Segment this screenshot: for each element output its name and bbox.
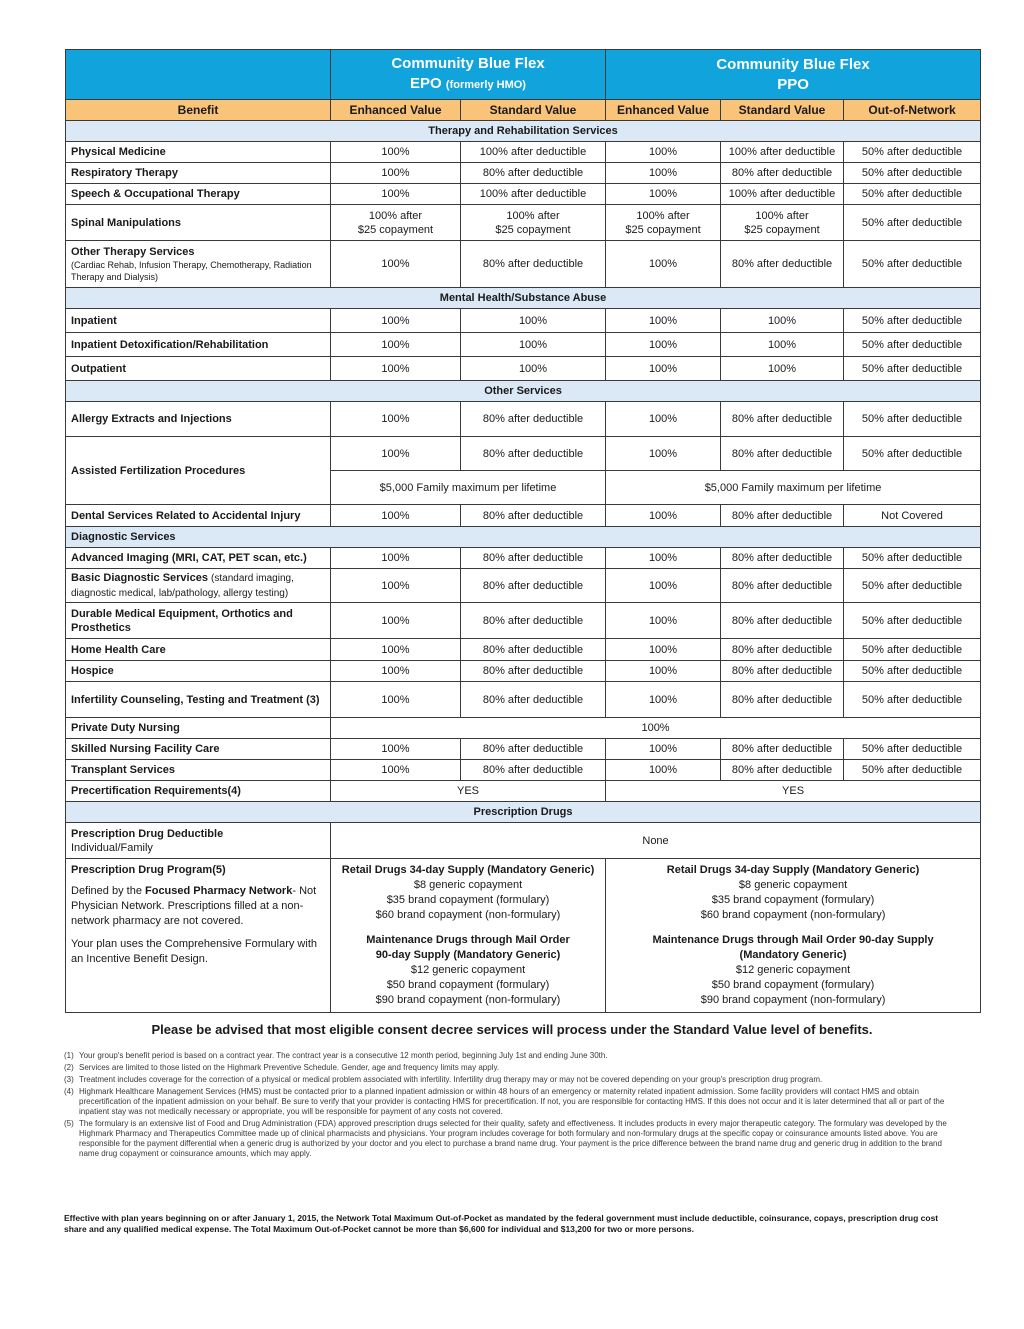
table-row bbox=[66, 760, 981, 781]
table-cell: 100% bbox=[606, 437, 721, 471]
row-label bbox=[66, 823, 331, 859]
table-cell: 80% after deductible bbox=[721, 548, 844, 569]
table-cell: 100% bbox=[606, 739, 721, 760]
table-cell: 100% after deductible bbox=[721, 142, 844, 163]
table-cell: 100% after deductible bbox=[461, 142, 606, 163]
epo-plan-type: EPO bbox=[410, 75, 442, 92]
table-cell: 100% bbox=[721, 333, 844, 357]
table-cell: 50% after deductible bbox=[844, 357, 981, 381]
table-cell: 80% after deductible bbox=[461, 603, 606, 639]
footnote-number: (2) bbox=[64, 1063, 74, 1072]
col-header-out-of-network: Out-of-Network bbox=[844, 100, 981, 121]
table-cell: 80% after deductible bbox=[461, 661, 606, 682]
maintenance-heading-2: (Mandatory Generic) bbox=[739, 949, 847, 961]
row-label: Assisted Fertilization Procedures bbox=[66, 437, 331, 505]
table-row bbox=[66, 718, 981, 739]
table-cell: 100% bbox=[331, 402, 461, 437]
table-cell: 50% after deductible bbox=[844, 402, 981, 437]
table-cell: 80% after deductible bbox=[721, 402, 844, 437]
table-cell: YES bbox=[606, 781, 981, 802]
row-label-main: Other Therapy Services bbox=[71, 246, 195, 258]
rx-network-post: - Not Physician Network. Prescriptions filled at a non-network pharmacy are not covered. bbox=[71, 885, 317, 927]
footnote bbox=[64, 1087, 954, 1117]
footnote-number: (3) bbox=[64, 1075, 74, 1084]
table-cell: 100% bbox=[606, 333, 721, 357]
ppo-plan-name: Community Blue Flex bbox=[716, 55, 870, 73]
table-cell: 100% bbox=[721, 357, 844, 381]
row-label: Skilled Nursing Facility Care bbox=[66, 739, 331, 760]
rx-formulary-note: Your plan uses the Comprehensive Formulary with an Incentive Benefit Design. bbox=[71, 938, 317, 965]
table-row bbox=[66, 184, 981, 205]
table-cell: 100% bbox=[331, 682, 461, 718]
table-cell: 50% after deductible bbox=[844, 309, 981, 333]
row-label: Precertification Requirements(4) bbox=[66, 781, 331, 802]
ppo-rx-details bbox=[606, 859, 981, 1013]
footnote bbox=[64, 1119, 954, 1159]
table-cell: 50% after deductible bbox=[844, 739, 981, 760]
table-cell: 100% bbox=[461, 357, 606, 381]
row-label-sub: Individual/Family bbox=[71, 841, 153, 854]
cell-line: $25 copayment bbox=[357, 223, 434, 236]
footnote-number: (4) bbox=[64, 1087, 74, 1096]
table-cell: 100% bbox=[331, 661, 461, 682]
ppo-plan-header bbox=[606, 50, 981, 100]
table-row bbox=[66, 781, 981, 802]
table-cell: 80% after deductible bbox=[721, 163, 844, 184]
cell-line: 100% after bbox=[636, 209, 690, 222]
retail-generic: $8 generic copayment bbox=[738, 879, 848, 891]
table-cell: Not Covered bbox=[844, 505, 981, 527]
epo-plan-note: (formerly HMO) bbox=[445, 79, 526, 91]
table-cell: 80% after deductible bbox=[721, 241, 844, 288]
table-row bbox=[66, 163, 981, 184]
col-header-epo-enhanced: Enhanced Value bbox=[331, 100, 461, 121]
rx-program-title: Prescription Drug Program(5) bbox=[71, 864, 226, 876]
plan-header-row bbox=[66, 50, 981, 100]
section-other-services: Other Services bbox=[66, 381, 981, 402]
table-cell: 50% after deductible bbox=[844, 437, 981, 471]
table-cell: 80% after deductible bbox=[721, 639, 844, 661]
table-cell: 50% after deductible bbox=[844, 205, 981, 241]
table-cell: 80% after deductible bbox=[721, 437, 844, 471]
table-cell: 100% bbox=[331, 548, 461, 569]
table-cell: 100% bbox=[331, 718, 981, 739]
footnote-number: (5) bbox=[64, 1119, 74, 1128]
table-cell: 80% after deductible bbox=[721, 661, 844, 682]
footnote-text: Services are limited to those listed on the Highmark Preventive Schedule. Gender, age and frequency limits may apply. bbox=[79, 1063, 500, 1072]
maintenance-nonformulary: $90 brand copayment (non-formulary) bbox=[375, 994, 561, 1006]
table-cell: 100% bbox=[331, 309, 461, 333]
table-cell: 100% bbox=[606, 241, 721, 288]
table-cell: 80% after deductible bbox=[461, 402, 606, 437]
retail-brand: $35 brand copayment (formulary) bbox=[711, 894, 875, 906]
footnote-text: Treatment includes coverage for the correction of a physical or medical problem associated with infertility. Infertility drug therapy may or may not be covered depending on your group's prescription drug program. bbox=[79, 1075, 823, 1084]
rx-program-description bbox=[66, 859, 331, 1013]
table-cell: 100% bbox=[461, 333, 606, 357]
table-cell: 80% after deductible bbox=[461, 437, 606, 471]
table-cell: 100% bbox=[331, 437, 461, 471]
table-cell: 80% after deductible bbox=[721, 505, 844, 527]
maintenance-heading-1: Maintenance Drugs through Mail Order bbox=[366, 934, 570, 946]
row-label: Dental Services Related to Accidental Injury bbox=[66, 505, 331, 527]
row-label: Advanced Imaging (MRI, CAT, PET scan, etc.) bbox=[66, 548, 331, 569]
table-cell: 100% bbox=[606, 682, 721, 718]
row-label: Inpatient bbox=[66, 309, 331, 333]
cell-line: $25 copayment bbox=[625, 223, 701, 236]
table-cell: 80% after deductible bbox=[461, 505, 606, 527]
table-cell: $5,000 Family maximum per lifetime bbox=[331, 471, 606, 505]
maintenance-brand: $50 brand copayment (formulary) bbox=[711, 979, 875, 991]
row-label: Durable Medical Equipment, Orthotics and Prosthetics bbox=[66, 603, 331, 639]
row-label-main: Prescription Drug Deductible bbox=[71, 827, 224, 840]
row-label: Hospice bbox=[66, 661, 331, 682]
retail-heading: Retail Drugs 34-day Supply (Mandatory Generic) bbox=[341, 864, 595, 876]
table-cell: 80% after deductible bbox=[461, 639, 606, 661]
table-row bbox=[66, 661, 981, 682]
footnote bbox=[64, 1063, 954, 1073]
col-header-benefit: Benefit bbox=[66, 100, 331, 121]
maintenance-generic: $12 generic copayment bbox=[735, 964, 851, 976]
table-row bbox=[66, 309, 981, 333]
table-cell: 100% bbox=[606, 505, 721, 527]
footnote-text: Your group's benefit period is based on a contract year. The contract year is a consecutive 12 month period, beginning July 1st and ending June 30th. bbox=[79, 1051, 608, 1060]
table-cell: 100% bbox=[606, 357, 721, 381]
ppo-plan-type: PPO bbox=[777, 75, 809, 93]
col-header-ppo-enhanced: Enhanced Value bbox=[606, 100, 721, 121]
table-cell: 50% after deductible bbox=[844, 142, 981, 163]
table-cell: 100% after deductible bbox=[461, 184, 606, 205]
footnote bbox=[64, 1075, 954, 1085]
table-row bbox=[66, 603, 981, 639]
maintenance-heading-2: 90-day Supply (Mandatory Generic) bbox=[375, 949, 561, 961]
section-prescription-drugs: Prescription Drugs bbox=[66, 802, 981, 823]
table-cell bbox=[461, 205, 606, 241]
cell-line: 100% after bbox=[506, 209, 560, 222]
section-mental-health: Mental Health/Substance Abuse bbox=[66, 288, 981, 309]
table-row bbox=[66, 505, 981, 527]
epo-plan-name: Community Blue Flex bbox=[391, 55, 545, 72]
table-cell: 80% after deductible bbox=[461, 241, 606, 288]
cell-line: 100% after bbox=[368, 209, 423, 222]
row-label-note: (Cardiac Rehab, Infusion Therapy, Chemotherapy, Radiation Therapy and Dialysis) bbox=[71, 260, 312, 282]
table-cell: 100% bbox=[606, 661, 721, 682]
table-cell: 100% bbox=[461, 309, 606, 333]
row-label: Respiratory Therapy bbox=[66, 163, 331, 184]
table-cell: 100% bbox=[331, 333, 461, 357]
footnotes bbox=[64, 1051, 954, 1161]
table-cell: 50% after deductible bbox=[844, 163, 981, 184]
table-cell: 100% bbox=[331, 184, 461, 205]
table-cell bbox=[721, 205, 844, 241]
table-cell: 50% after deductible bbox=[844, 241, 981, 288]
table-cell: 50% after deductible bbox=[844, 569, 981, 603]
table-row bbox=[66, 437, 981, 471]
table-cell: 100% bbox=[606, 163, 721, 184]
cell-line: $25 copayment bbox=[744, 223, 820, 236]
table-cell: 100% bbox=[331, 357, 461, 381]
retail-nonformulary: $60 brand copayment (non-formulary) bbox=[375, 909, 561, 921]
table-cell: 100% bbox=[606, 184, 721, 205]
table-row bbox=[66, 548, 981, 569]
rx-network-note bbox=[71, 884, 325, 929]
row-label: Home Health Care bbox=[66, 639, 331, 661]
cell-line: 100% after bbox=[755, 209, 809, 222]
table-cell: 50% after deductible bbox=[844, 661, 981, 682]
table-row bbox=[66, 402, 981, 437]
table-row bbox=[66, 333, 981, 357]
table-cell: 100% bbox=[606, 603, 721, 639]
table-cell: 80% after deductible bbox=[461, 163, 606, 184]
table-cell: 100% bbox=[331, 505, 461, 527]
table-row bbox=[66, 823, 981, 859]
table-cell: 100% bbox=[606, 760, 721, 781]
table-cell: 80% after deductible bbox=[461, 760, 606, 781]
table-cell: 80% after deductible bbox=[461, 682, 606, 718]
row-label: Speech & Occupational Therapy bbox=[66, 184, 331, 205]
table-cell: YES bbox=[331, 781, 606, 802]
section-diagnostic: Diagnostic Services bbox=[66, 527, 981, 548]
table-cell: 80% after deductible bbox=[721, 603, 844, 639]
table-cell: 100% bbox=[331, 142, 461, 163]
table-cell: 100% bbox=[331, 163, 461, 184]
footnote-text: Highmark Healthcare Management Services (HMS) must be contacted prior to a planned inpatient admission or within 48 hours of an emergency or maternity related inpatient admission. Some facility providers will contact HMS and obtain precertification of the inpatient admission on your behalf. Be sure to verify that your provider is contacting HMS for precertification. If not, you are responsible for contacting HMS. If this does not occur and it is later determined that all or part of the inpatient stay was not medically necessary or appropriate, you will be responsible for payment of any costs not covered. bbox=[79, 1087, 945, 1116]
maintenance-nonformulary: $90 brand copayment (non-formulary) bbox=[700, 994, 886, 1006]
table-cell: 100% bbox=[331, 739, 461, 760]
table-cell: 100% bbox=[331, 569, 461, 603]
col-header-epo-standard: Standard Value bbox=[461, 100, 606, 121]
table-row bbox=[66, 859, 981, 1013]
table-row bbox=[66, 639, 981, 661]
benefits-table bbox=[65, 49, 981, 1013]
row-label: Infertility Counseling, Testing and Treatment (3) bbox=[66, 682, 331, 718]
epo-plan-header bbox=[331, 50, 606, 100]
table-cell: 80% after deductible bbox=[461, 739, 606, 760]
row-label-main: Basic Diagnostic Services bbox=[71, 571, 208, 584]
table-cell bbox=[606, 205, 721, 241]
table-cell: 100% bbox=[606, 548, 721, 569]
col-header-ppo-standard: Standard Value bbox=[721, 100, 844, 121]
table-cell: 100% after deductible bbox=[721, 184, 844, 205]
table-row bbox=[66, 569, 981, 603]
retail-nonformulary: $60 brand copayment (non-formulary) bbox=[700, 909, 886, 921]
table-cell: 80% after deductible bbox=[721, 739, 844, 760]
table-cell: 100% bbox=[606, 402, 721, 437]
table-cell: 100% bbox=[606, 142, 721, 163]
table-row bbox=[66, 739, 981, 760]
table-row bbox=[66, 241, 981, 288]
table-row bbox=[66, 682, 981, 718]
plan-header-blank bbox=[66, 50, 331, 100]
row-label bbox=[66, 241, 331, 288]
table-cell: 80% after deductible bbox=[721, 569, 844, 603]
table-row bbox=[66, 142, 981, 163]
footnote-number: (1) bbox=[64, 1051, 74, 1060]
table-cell bbox=[331, 205, 461, 241]
rx-network-bold: Focused Pharmacy Network bbox=[145, 885, 293, 897]
column-header-row bbox=[66, 100, 981, 121]
row-label-note: (standard imaging, diagnostic medical, lab/pathology, allergy testing) bbox=[71, 572, 294, 599]
retail-heading: Retail Drugs 34-day Supply (Mandatory Generic) bbox=[666, 864, 920, 876]
row-label: Transplant Services bbox=[66, 760, 331, 781]
row-label: Allergy Extracts and Injections bbox=[66, 402, 331, 437]
table-cell: 100% bbox=[721, 309, 844, 333]
table-cell: 80% after deductible bbox=[461, 569, 606, 603]
cell-line: $25 copayment bbox=[495, 223, 571, 236]
table-cell: 50% after deductible bbox=[844, 184, 981, 205]
out-of-pocket-notice: Effective with plan years beginning on or after January 1, 2015, the Network Total Maximum Out-of-Pocket as mandated by the federal government must include deductible, coinsurance, copays, prescription drug cost share and any qualified medical expense. The Total Maximum Out-of-Pocket cannot be more than $6,600 for individual and $13,200 for two or more persons. bbox=[64, 1213, 939, 1234]
section-therapy: Therapy and Rehabilitation Services bbox=[66, 121, 981, 142]
table-cell: 80% after deductible bbox=[721, 760, 844, 781]
retail-brand: $35 brand copayment (formulary) bbox=[386, 894, 550, 906]
row-label: Outpatient bbox=[66, 357, 331, 381]
table-cell: 50% after deductible bbox=[844, 548, 981, 569]
row-label: Inpatient Detoxification/Rehabilitation bbox=[66, 333, 331, 357]
rx-network-pre: Defined by the bbox=[71, 885, 145, 897]
table-cell: 50% after deductible bbox=[844, 682, 981, 718]
table-cell: $5,000 Family maximum per lifetime bbox=[606, 471, 981, 505]
table-cell: 100% bbox=[331, 603, 461, 639]
maintenance-brand: $50 brand copayment (formulary) bbox=[386, 979, 550, 991]
table-cell: 100% bbox=[606, 569, 721, 603]
table-cell: 100% bbox=[331, 639, 461, 661]
standard-value-notice: Please be advised that most eligible consent decree services will process under the Standard Value level of benefits. bbox=[151, 1022, 873, 1037]
retail-generic: $8 generic copayment bbox=[413, 879, 523, 891]
table-cell: 80% after deductible bbox=[721, 682, 844, 718]
footnote-text: The formulary is an extensive list of Food and Drug Administration (FDA) approved prescription drugs selected for their quality, safety and effectiveness. It includes products in every major therapeutic category. The formulary was developed by the Highmark Pharmacy and Therapeutics Committee made up of clinical pharmacists and physicians. Your program includes coverage for both formulary and non-formulary drugs at the specific copay or coinsurance amounts listed above. You are responsible for the payment differential when a generic drug is authorized by your doctor and you elect to purchase a brand name drug. Your payment is the price difference between the brand name drug and generic drug in addition to the brand name drug copayment or coinsurance amounts, which may apply. bbox=[79, 1119, 947, 1158]
table-row bbox=[66, 205, 981, 241]
table-cell: 50% after deductible bbox=[844, 760, 981, 781]
row-label: Spinal Manipulations bbox=[66, 205, 331, 241]
row-label bbox=[66, 569, 331, 603]
table-cell: 100% bbox=[606, 639, 721, 661]
table-cell: 100% bbox=[331, 241, 461, 288]
table-cell: 100% bbox=[606, 309, 721, 333]
row-label: Private Duty Nursing bbox=[66, 718, 331, 739]
table-cell: 50% after deductible bbox=[844, 603, 981, 639]
footnote bbox=[64, 1051, 954, 1061]
table-cell: None bbox=[331, 823, 981, 859]
table-cell: 50% after deductible bbox=[844, 639, 981, 661]
maintenance-generic: $12 generic copayment bbox=[410, 964, 526, 976]
row-label: Physical Medicine bbox=[66, 142, 331, 163]
table-cell: 100% bbox=[331, 760, 461, 781]
table-cell: 80% after deductible bbox=[461, 548, 606, 569]
table-cell: 50% after deductible bbox=[844, 333, 981, 357]
epo-rx-details bbox=[331, 859, 606, 1013]
maintenance-heading-1: Maintenance Drugs through Mail Order 90-day Supply bbox=[652, 934, 934, 946]
table-row bbox=[66, 357, 981, 381]
